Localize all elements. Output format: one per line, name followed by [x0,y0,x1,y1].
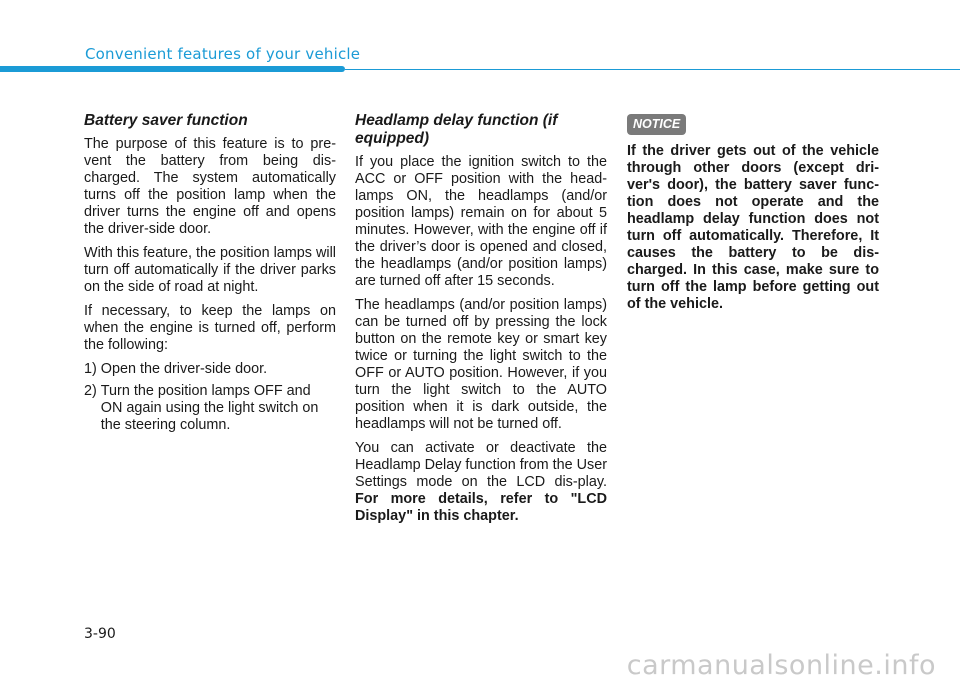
header-accent-bar [0,66,345,72]
section-header-title: Convenient features of your vehicle [85,45,361,63]
list-item [84,361,336,378]
headlamp-delay-paragraph-1: If you place the ignition switch to the ACC or OFF position with the head-lamps ON, the headlamps (and/or position lamps) remain on for about 5 minutes. However, with the engine off if the driver’s door is opened and closed, the headlamps (and/or position lamps) are turned off after 15 seconds. [355,154,607,289]
headlamp-delay-paragraph-3 [355,440,607,525]
notice-text: If the driver gets out of the vehicle through other doors (except dri-ver's door), the battery saver func-tion does not operate and the headlamp delay function does not turn off automatically. Therefore, It causes the battery to be dis-charged. In this case, make sure to turn off the lamp before getting out of the vehicle. [627,143,879,312]
battery-saver-heading: Battery saver function [84,112,248,129]
headlamp-delay-reference: For more details, refer to "LCD Display" in this chapter. [355,491,607,524]
list-item-number: 1) [84,361,101,377]
headlamp-delay-paragraph-2: The headlamps (and/or position lamps) can be turned off by pressing the lock button on the remote key or smart key twice or turning the light switch to the OFF or AUTO position. However, if you turn the light switch to the AUTO position when it is dark outside, the headlamps will not be turned off. [355,297,607,432]
list-item-text: Open the driver-side door. [100,361,268,377]
column-headlamp-delay [355,108,607,532]
battery-saver-paragraph-1: The purpose of this feature is to pre-vent the battery from being dis-charged. The system automatically turns off the position lamp when the driver turns the engine off and opens the driver-side door. [84,136,336,237]
list-item-text: Turn the position lamps OFF and ON again using the light switch on the steering column. [100,383,319,433]
notice-badge: NOTICE [627,114,686,135]
header-rule [345,69,960,70]
column-notice [627,108,879,320]
page-number: 3-90 [84,626,116,642]
battery-saver-paragraph-2: With this feature, the position lamps will turn off automatically if the driver parks on the side of road at night. [84,245,336,295]
headlamp-delay-heading: Headlamp delay function (if equipped) [355,112,558,147]
list-item-number: 2) [84,383,101,399]
headlamp-delay-paragraph-3-text: You can activate or deactivate the Headlamp Delay function from the User Settings mode on the LCD dis-play. [355,440,607,490]
battery-saver-paragraph-3: If necessary, to keep the lamps on when the engine is turned off, perform the following: [84,303,336,353]
watermark: carmanualsonline.info [626,650,936,681]
list-item [84,383,336,434]
column-battery-saver [84,108,336,439]
